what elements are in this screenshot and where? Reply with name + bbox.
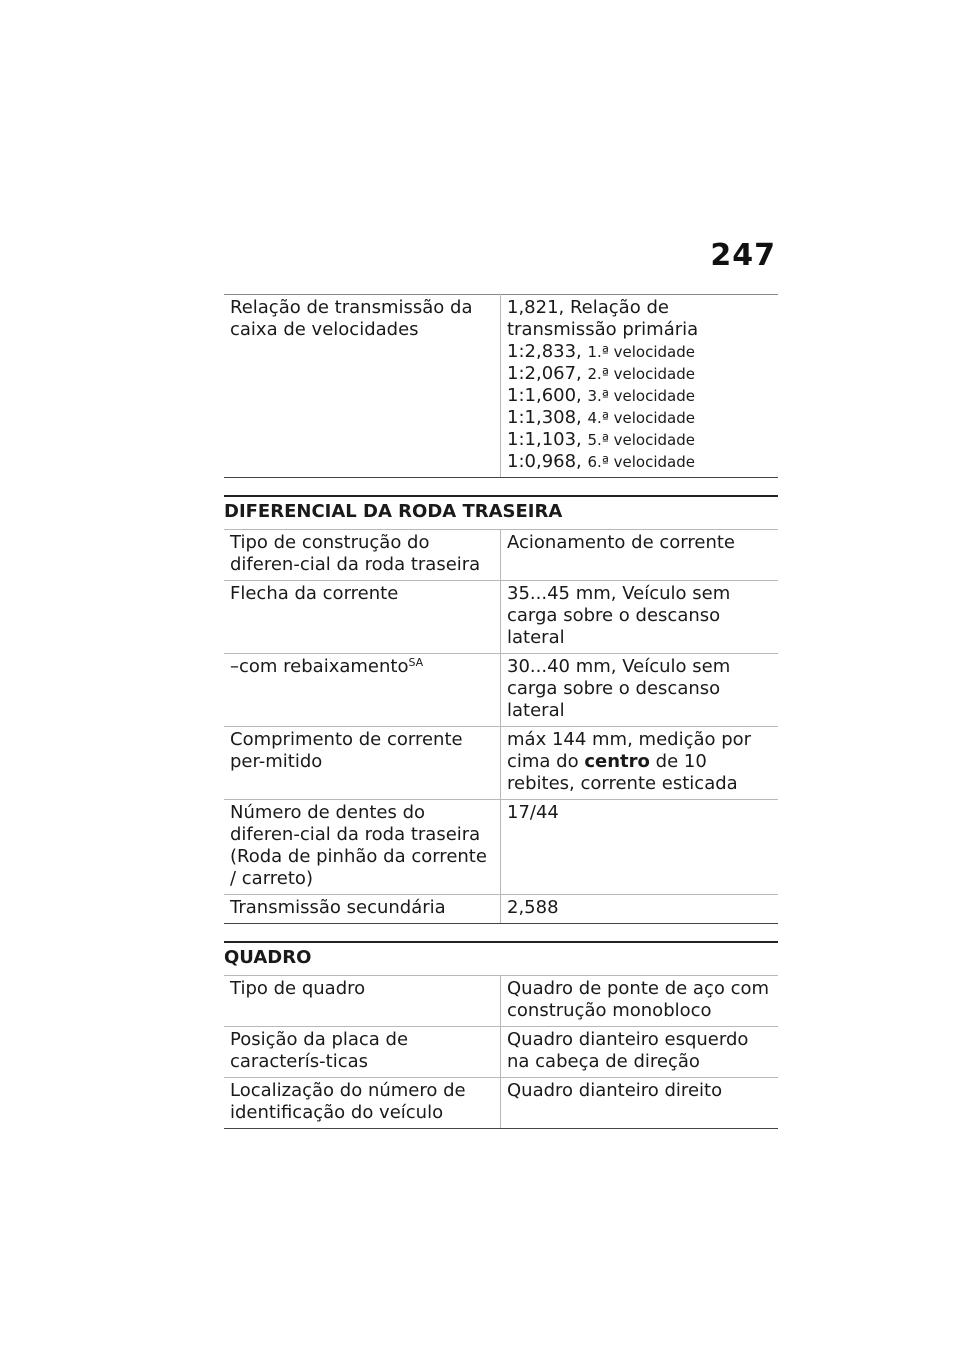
- primary-ratio: 1,821, Relação de transmissão primária: [507, 297, 699, 340]
- spec-value: 30...40 mm, Veículo sem carga sobre o descanso lateral: [501, 654, 779, 727]
- spec-key: Flecha da corrente: [224, 581, 501, 654]
- spec-key: Comprimento de corrente per-mitido: [224, 727, 501, 800]
- gearbox-label: Relação de transmissão da caixa de velocidades: [224, 295, 501, 478]
- spec-key: Posição da placa de caracterís-ticas: [224, 1027, 501, 1078]
- gearbox-table: [224, 294, 778, 478]
- spec-key: Transmissão secundária: [224, 895, 501, 924]
- gear-ratio-line: 1:1,600, 3.ª velocidade: [507, 385, 695, 406]
- page-number: 247: [710, 238, 776, 273]
- table-row: [224, 581, 778, 654]
- frame-heading: QUADRO: [224, 941, 778, 976]
- spec-value: máx 144 mm, medição por cima do centro de 10 rebites, corrente esticada: [501, 727, 779, 800]
- gear-ratio-line: 1:0,968, 6.ª velocidade: [507, 451, 695, 472]
- spec-value: Quadro dianteiro direito: [501, 1078, 779, 1129]
- spec-value: 35...45 mm, Veículo sem carga sobre o descanso lateral: [501, 581, 779, 654]
- spec-key: Localização do número de identificação do veículo: [224, 1078, 501, 1129]
- table-row: [224, 1078, 778, 1129]
- spec-value: Quadro dianteiro esquerdo na cabeça de direção: [501, 1027, 779, 1078]
- spec-value: Acionamento de corrente: [501, 530, 779, 581]
- rear-differential-heading: DIFERENCIAL DA RODA TRASEIRA: [224, 495, 778, 530]
- table-row: [224, 530, 778, 581]
- table-row: [224, 895, 778, 924]
- spec-key: Tipo de quadro: [224, 976, 501, 1027]
- table-row: [224, 727, 778, 800]
- spec-key: Número de dentes do diferen-cial da roda traseira (Roda de pinhão da corrente / carreto): [224, 800, 501, 895]
- rear-differential-table: [224, 530, 778, 924]
- gearbox-values: [501, 295, 779, 478]
- frame-table: [224, 976, 778, 1129]
- spec-key: –com rebaixamento$^{SA}$: [224, 654, 501, 727]
- gear-ratio-line: 1:2,833, 1.ª velocidade: [507, 341, 695, 362]
- gear-ratio-line: 1:2,067, 2.ª velocidade: [507, 363, 695, 384]
- spec-content: [224, 294, 778, 1129]
- spec-value: 2,588: [501, 895, 779, 924]
- table-row: [224, 295, 778, 478]
- sa-superscript: SA: [408, 656, 424, 669]
- gear-ratio-line: 1:1,103, 5.ª velocidade: [507, 429, 695, 450]
- table-row: [224, 976, 778, 1027]
- table-row: [224, 800, 778, 895]
- spec-key: Tipo de construção do diferen-cial da roda traseira: [224, 530, 501, 581]
- table-row: [224, 654, 778, 727]
- spec-value: Quadro de ponte de aço com construção monobloco: [501, 976, 779, 1027]
- gear-ratio-line: 1:1,308, 4.ª velocidade: [507, 407, 695, 428]
- table-row: [224, 1027, 778, 1078]
- spec-value: 17/44: [501, 800, 779, 895]
